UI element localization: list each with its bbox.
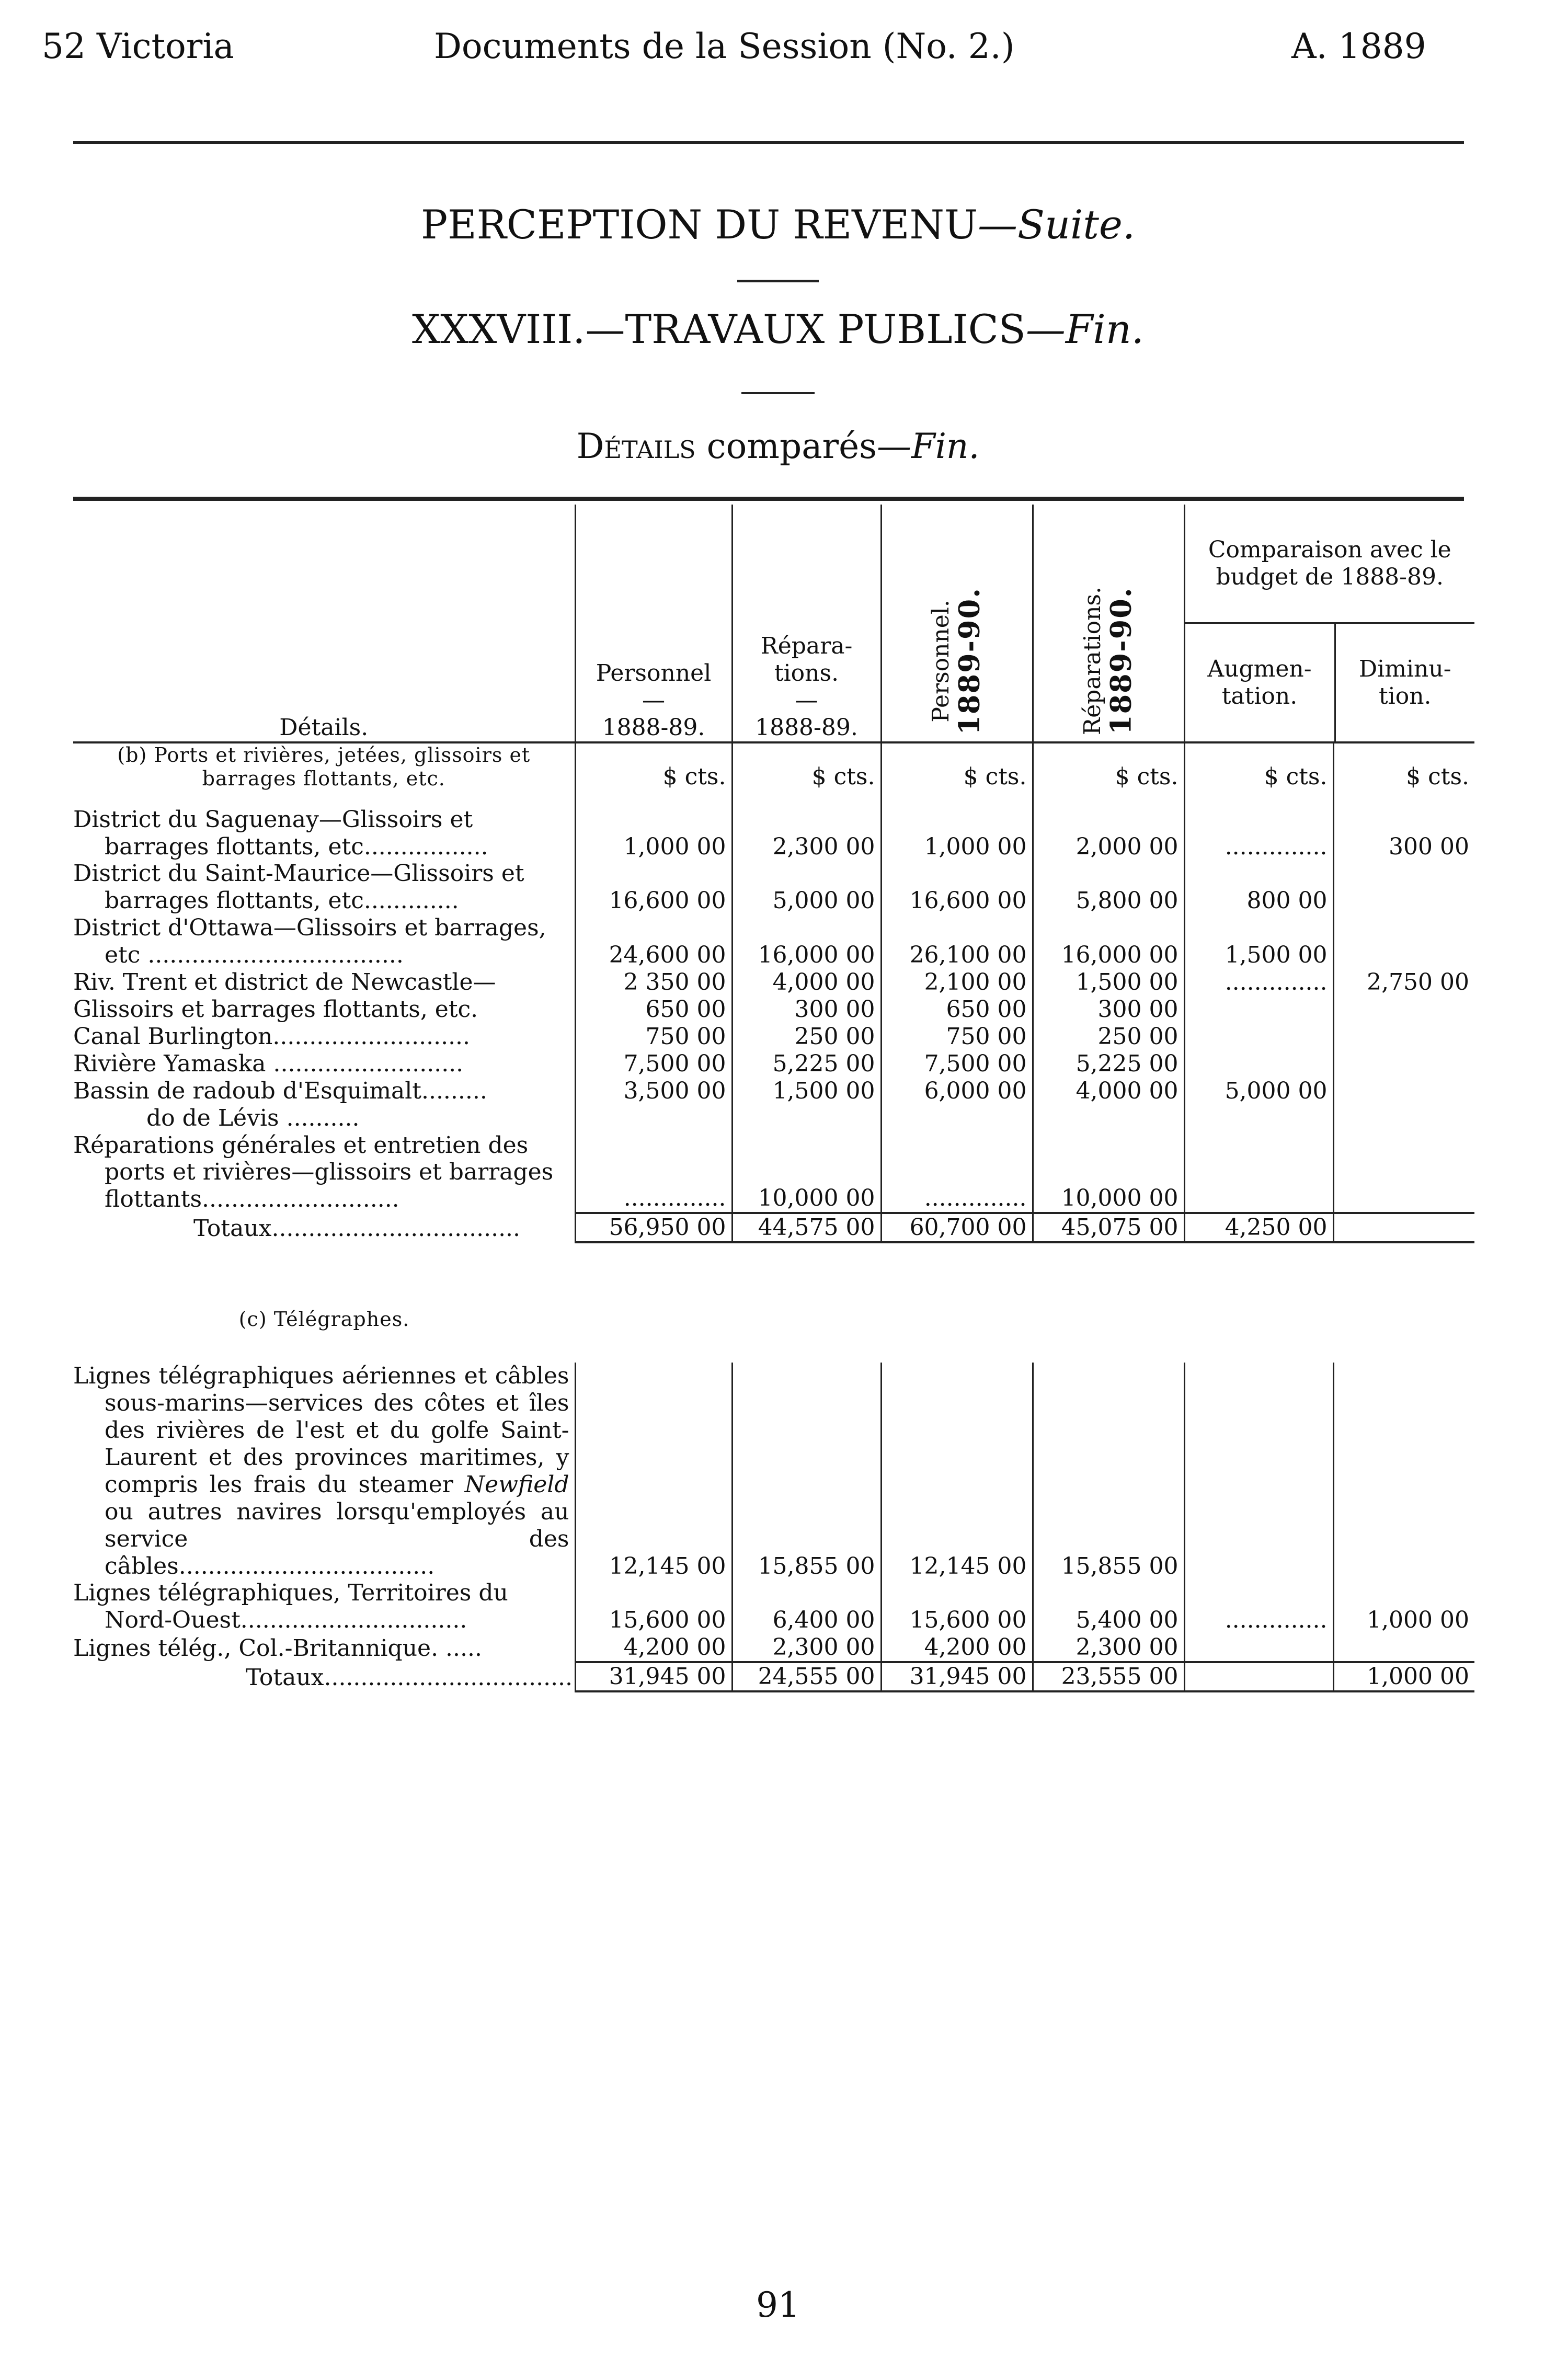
cell-reparations-1889: 10,000 00 [1033,1132,1184,1214]
total-reparations-1889: 23,555 00 [1033,1662,1184,1691]
total-augmentation [1184,1662,1333,1691]
cell-reparations-1889: 250 00 [1033,1023,1184,1050]
cell-diminution [1333,996,1474,1023]
header-left: 52 Victoria [42,26,234,66]
page-number: 91 [756,2285,800,2325]
cell-reparations-1889: 4,000 00 [1033,1078,1184,1105]
page-title: PERCEPTION DU REVENU—Suite. [420,201,1136,248]
cell-personnel-1888: 1,000 00 [575,806,732,861]
cell-personnel-1889 [881,1105,1033,1132]
cell-personnel-1889: 26,100 00 [881,914,1033,969]
row-description: do de Lévis .......... [146,1104,360,1131]
cell-reparations-1888: 2,300 00 [732,806,881,861]
total-diminution: 1,000 00 [1333,1662,1474,1691]
cell-personnel-1888: 15,600 00 [575,1580,732,1634]
cell-personnel-1888: 7,500 00 [575,1050,732,1078]
cell-reparations-1888: 5,000 00 [732,860,881,914]
cell-personnel-1888: 16,600 00 [575,860,732,914]
col-personnel-1889: Personnel. 1889-90. [881,505,1033,742]
currency-label: $ cts. [1184,742,1333,791]
total-reparations-1888: 24,555 00 [732,1662,881,1691]
header-rule [73,141,1464,144]
total-personnel-1888: 31,945 00 [575,1662,732,1691]
section-b-header-row [73,742,1474,791]
cell-augmentation [1184,1363,1333,1580]
col-reparations-1889: Réparations. 1889-90. [1033,505,1184,742]
cell-diminution [1333,1105,1474,1132]
section-b-label: (b) Ports et rivières, jetées, glissoirs et barrages flottants, etc. [117,743,531,790]
cell-reparations-1889: 1,500 00 [1033,969,1184,996]
row-description: Riv. Trent et district de Newcastle— [73,969,496,996]
cell-personnel-1888: 2 350 00 [575,969,732,996]
cell-augmentation: 1,500 00 [1184,914,1333,969]
cell-personnel-1889: 1,000 00 [881,806,1033,861]
cell-reparations-1888: 1,500 00 [732,1078,881,1105]
cell-personnel-1888 [575,1105,732,1132]
total-personnel-1889: 31,945 00 [881,1662,1033,1691]
row-description: District d'Ottawa—Glissoirs et barrages, etc ................................... [73,914,546,969]
total-reparations-1888: 44,575 00 [732,1213,881,1242]
row-description: Rivière Yamaska .......................... [73,1050,464,1077]
currency-label: $ cts. [1033,742,1184,791]
row-description: District du Saint-Maurice—Glissoirs et barrages flottants, etc............. [73,860,524,914]
cell-personnel-1888: 24,600 00 [575,914,732,969]
cell-diminution: 1,000 00 [1333,1580,1474,1634]
col-reparations-1888: Répara- tions. — 1888-89. [732,505,881,742]
cell-diminution [1333,1132,1474,1214]
cell-personnel-1888: 650 00 [575,996,732,1023]
total-label: Totaux.................................. [193,1215,521,1242]
table-row [73,1078,1474,1105]
cell-augmentation: 800 00 [1184,860,1333,914]
comparison-table [73,505,1474,1692]
cell-augmentation [1184,1132,1333,1214]
cell-reparations-1889 [1033,1105,1184,1132]
cell-reparations-1888: 300 00 [732,996,881,1023]
section-c-label: (c) Télégraphes. [238,1308,410,1331]
section-title: XXXVIII.—TRAVAUX PUBLICS—Fin. [412,306,1144,352]
row-description: District du Saguenay—Glissoirs et barrages flottants, etc................. [73,806,488,860]
col-details: Détails. [73,505,575,742]
cell-diminution [1333,1023,1474,1050]
total-reparations-1889: 45,075 00 [1033,1213,1184,1242]
cell-diminution [1333,1078,1474,1105]
cell-reparations-1888: 15,855 00 [732,1363,881,1580]
cell-augmentation [1184,996,1333,1023]
cell-augmentation: 5,000 00 [1184,1078,1333,1105]
table-row [73,1363,1474,1580]
cell-reparations-1889: 5,400 00 [1033,1580,1184,1634]
total-personnel-1889: 60,700 00 [881,1213,1033,1242]
row-description: Bassin de radoub d'Esquimalt......... [73,1077,487,1104]
cell-reparations-1888: 16,000 00 [732,914,881,969]
cell-personnel-1888: 12,145 00 [575,1363,732,1580]
cell-diminution [1333,914,1474,969]
cell-diminution: 2,750 00 [1333,969,1474,996]
col-comparaison: Comparaison avec le budget de 1888-89. Augmen-tation. Diminu-tion. [1184,505,1474,742]
cell-diminution: 300 00 [1333,806,1474,861]
cell-augmentation [1184,1634,1333,1662]
col-diminution: Diminu-tion. [1334,624,1475,741]
table-row [73,1050,1474,1078]
cell-reparations-1889: 2,000 00 [1033,806,1184,861]
currency-label: $ cts. [1333,742,1474,791]
cell-augmentation: .............. [1184,969,1333,996]
table-top-rule [73,497,1464,501]
row-description: Lignes télégraphiques aériennes et câbles sous-marins—services des côtes et îles des rivières de l'est et du golfe Saint-Laurent et des provinces maritimes, y compris les frais du steamer Newfield ou autres navires lorsqu'employés au service des câbles................................... [73,1363,569,1580]
currency-label: $ cts. [881,742,1033,791]
cell-reparations-1888: 6,400 00 [732,1580,881,1634]
row-description: Canal Burlington........................... [73,1023,471,1050]
table-row [73,1023,1474,1050]
cell-reparations-1889: 2,300 00 [1033,1634,1184,1662]
table-row [73,860,1474,914]
currency-label: $ cts. [575,742,732,791]
table-row [73,1580,1474,1634]
cell-personnel-1889: .............. [881,1132,1033,1214]
cell-personnel-1889: 650 00 [881,996,1033,1023]
currency-label: $ cts. [732,742,881,791]
cell-personnel-1888: 750 00 [575,1023,732,1050]
table-row [73,914,1474,969]
header-center: Documents de la Session (No. 2.) [434,26,1015,66]
cell-reparations-1888: 5,225 00 [732,1050,881,1078]
cell-augmentation [1184,1023,1333,1050]
table-row [73,969,1474,996]
cell-reparations-1888: 4,000 00 [732,969,881,996]
section-c-header-row [73,1242,1474,1331]
cell-diminution [1333,1634,1474,1662]
cell-personnel-1889: 7,500 00 [881,1050,1033,1078]
table-row [73,1634,1474,1662]
cell-personnel-1888: 3,500 00 [575,1078,732,1105]
cell-augmentation: .............. [1184,806,1333,861]
cell-personnel-1888: .............. [575,1132,732,1214]
header-right: A. 1889 [1291,26,1426,66]
total-personnel-1888: 56,950 00 [575,1213,732,1242]
total-row [73,1662,1474,1691]
cell-personnel-1889: 6,000 00 [881,1078,1033,1105]
row-description: Lignes télégraphiques, Territoires du Nord-Ouest............................... [73,1580,508,1634]
cell-diminution [1333,860,1474,914]
table-header-row [73,505,1474,742]
cell-personnel-1889: 16,600 00 [881,860,1033,914]
cell-personnel-1889: 750 00 [881,1023,1033,1050]
row-description: Lignes télég., Col.-Britannique. ..... [73,1635,482,1662]
cell-reparations-1888: 2,300 00 [732,1634,881,1662]
table-row [73,996,1474,1023]
row-description: Réparations générales et entretien des ports et rivières—glissoirs et barrages flottants........................... [73,1131,554,1213]
total-row [73,1213,1474,1242]
cell-reparations-1889: 300 00 [1033,996,1184,1023]
cell-augmentation [1184,1105,1333,1132]
cell-personnel-1889: 15,600 00 [881,1580,1033,1634]
total-diminution [1333,1213,1474,1242]
total-augmentation: 4,250 00 [1184,1213,1333,1242]
cell-reparations-1888: 10,000 00 [732,1132,881,1214]
cell-personnel-1889: 4,200 00 [881,1634,1033,1662]
steamer-name: Newfield [464,1471,569,1498]
row-description: Glissoirs et barrages flottants, etc. [73,996,478,1023]
total-label: Totaux.................................. [246,1664,573,1691]
cell-reparations-1888: 250 00 [732,1023,881,1050]
cell-diminution [1333,1050,1474,1078]
cell-reparations-1889: 16,000 00 [1033,914,1184,969]
details-title: Détails comparés—Fin. [576,426,980,466]
table-row [73,1105,1474,1132]
cell-reparations-1889: 5,800 00 [1033,860,1184,914]
cell-augmentation [1184,1050,1333,1078]
col-personnel-1888: Personnel — 1888-89. [575,505,732,742]
table-row [73,806,1474,861]
cell-personnel-1888: 4,200 00 [575,1634,732,1662]
cell-personnel-1889: 12,145 00 [881,1363,1033,1580]
title-divider [737,280,819,282]
col-augmentation: Augmen-tation. [1207,655,1312,710]
cell-reparations-1889: 5,225 00 [1033,1050,1184,1078]
cell-reparations-1889: 15,855 00 [1033,1363,1184,1580]
cell-diminution [1333,1363,1474,1580]
cell-personnel-1889: 2,100 00 [881,969,1033,996]
table-row [73,1132,1474,1214]
cell-reparations-1888 [732,1105,881,1132]
cell-augmentation: .............. [1184,1580,1333,1634]
subtitle-divider [741,392,815,394]
